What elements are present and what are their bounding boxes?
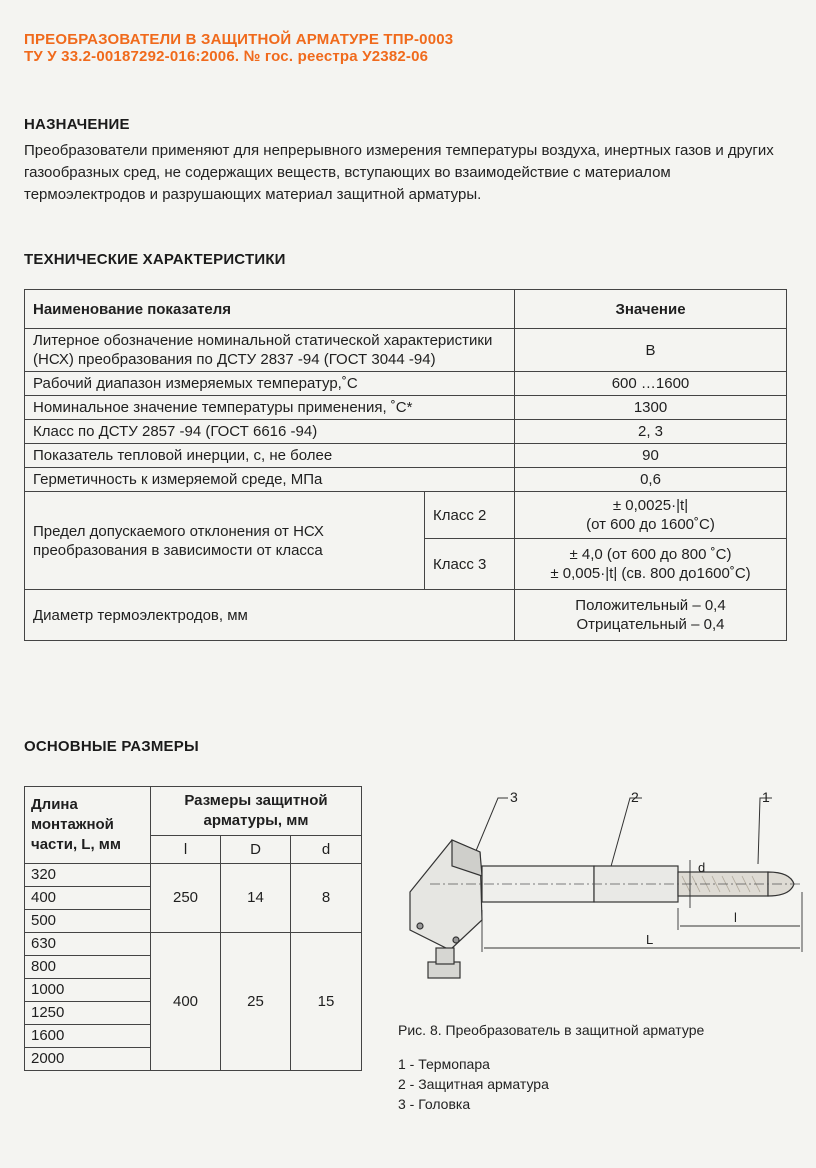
class-2-label: Класс 2 bbox=[425, 492, 515, 539]
legend-item: 1 - Термопара bbox=[398, 1056, 490, 1072]
table-row bbox=[25, 396, 787, 420]
table-row bbox=[25, 864, 362, 887]
param-name: Номинальное значение температуры применения, ˚С* bbox=[25, 396, 515, 420]
group2-d: 15 bbox=[291, 933, 362, 1071]
figure-caption: Рис. 8. Преобразователь в защитной арматуре bbox=[398, 1022, 705, 1038]
group2-l: 400 bbox=[151, 933, 221, 1071]
param-name: Рабочий диапазон измеряемых температур,˚С bbox=[25, 372, 515, 396]
length-value: 500 bbox=[25, 910, 151, 933]
param-value: 600 …1600 bbox=[515, 372, 787, 396]
purpose-text: Преобразователи применяют для непрерывного измерения температуры воздуха, инертных газов и других газообразных сред, не содержащих веществ, вступающих во взаимодействие с материалом термоэлектродов и разрушающих материал защитной арматуры. bbox=[24, 142, 774, 203]
param-name: Показатель тепловой инерции, с, не более bbox=[25, 444, 515, 468]
dims-header-row bbox=[25, 787, 362, 836]
callout-3: 3 bbox=[510, 789, 518, 805]
length-value: 630 bbox=[25, 933, 151, 956]
document-title bbox=[24, 31, 453, 65]
class-3-value bbox=[515, 539, 787, 590]
length-value: 1250 bbox=[25, 1002, 151, 1025]
length-value: 1600 bbox=[25, 1025, 151, 1048]
title-line-1: ПРЕОБРАЗОВАТЕЛИ В ЗАЩИТНОЙ АРМАТУРЕ ТПР-0003 bbox=[24, 31, 454, 48]
length-value: 400 bbox=[25, 887, 151, 910]
callout-2: 2 bbox=[631, 789, 639, 805]
class-2-value bbox=[515, 492, 787, 539]
class-3-label: Класс 3 bbox=[425, 539, 515, 590]
table-row bbox=[25, 420, 787, 444]
length-value: 800 bbox=[25, 956, 151, 979]
purpose-heading: НАЗНАЧЕНИЕ bbox=[24, 116, 130, 133]
armature-dims-header: Размеры защитной арматуры, мм bbox=[151, 787, 362, 836]
table-row bbox=[25, 329, 787, 372]
legend-item: 3 - Головка bbox=[398, 1096, 471, 1112]
length-value: 1000 bbox=[25, 979, 151, 1002]
tech-col-name-header: Наименование показателя bbox=[25, 290, 515, 329]
table-row bbox=[25, 468, 787, 492]
length-value: 320 bbox=[25, 864, 151, 887]
group1-D: 14 bbox=[221, 864, 291, 933]
tech-table bbox=[24, 289, 787, 641]
table-row bbox=[25, 492, 787, 539]
dims-table bbox=[24, 786, 362, 1071]
diameter-name: Диаметр термоэлектродов, мм bbox=[25, 590, 515, 641]
param-name: Герметичность к измеряемой среде, МПа bbox=[25, 468, 515, 492]
transducer-drawing bbox=[390, 780, 810, 1020]
dims-heading: ОСНОВНЫЕ РАЗМЕРЫ bbox=[24, 738, 199, 755]
tech-heading: ТЕХНИЧЕСКИЕ ХАРАКТЕРИСТИКИ bbox=[24, 251, 286, 268]
tech-header-row bbox=[25, 290, 787, 329]
param-value: 90 bbox=[515, 444, 787, 468]
diameter-value-line-2: Отрицательный – 0,4 bbox=[576, 616, 725, 633]
diameter-value-line-1: Положительный – 0,4 bbox=[575, 597, 726, 614]
param-name: Литерное обозначение номинальной статической характеристики (НСХ) преобразования по ДСТУ 2837 -94 (ГОСТ 3044 -94) bbox=[25, 329, 515, 372]
group1-l: 250 bbox=[151, 864, 221, 933]
param-value: 1300 bbox=[515, 396, 787, 420]
table-row bbox=[25, 590, 787, 641]
dim-label-l: l bbox=[734, 910, 737, 925]
table-row bbox=[25, 372, 787, 396]
diameter-value bbox=[515, 590, 787, 641]
sub-header-d: d bbox=[291, 836, 362, 864]
table-row bbox=[25, 444, 787, 468]
param-value: 2, 3 bbox=[515, 420, 787, 444]
figure-caption-block bbox=[398, 1020, 704, 1114]
table-row bbox=[25, 933, 362, 956]
class-3-value-line-1: ± 4,0 (от 600 до 800 ˚С) bbox=[569, 546, 732, 563]
tech-col-value-header: Значение bbox=[515, 290, 787, 329]
dim-label-L: L bbox=[646, 932, 654, 947]
group1-d: 8 bbox=[291, 864, 362, 933]
param-value: 0,6 bbox=[515, 468, 787, 492]
class-2-value-line-1: ± 0,0025·|t| bbox=[612, 497, 689, 514]
sub-header-l: l bbox=[151, 836, 221, 864]
param-name: Класс по ДСТУ 2857 -94 (ГОСТ 6616 -94) bbox=[25, 420, 515, 444]
class-3-value-line-2: ± 0,005·|t| (св. 800 до1600˚С) bbox=[550, 565, 751, 582]
length-value: 2000 bbox=[25, 1048, 151, 1071]
length-header: Длина монтажной части, L, мм bbox=[25, 787, 151, 864]
param-value: В bbox=[515, 329, 787, 372]
class-2-value-line-2: (от 600 до 1600˚С) bbox=[586, 516, 715, 533]
dim-label-d: d bbox=[698, 860, 706, 875]
callout-1: 1 bbox=[762, 789, 770, 805]
legend-item: 2 - Защитная арматура bbox=[398, 1076, 549, 1092]
sub-header-D: D bbox=[221, 836, 291, 864]
head-icon bbox=[410, 840, 482, 978]
group2-D: 25 bbox=[221, 933, 291, 1071]
tolerance-name: Предел допускаемого отклонения от НСХ преобразования в зависимости от класса bbox=[25, 492, 425, 590]
title-line-2: ТУ У 33.2-00187292-016:2006. № гос. реестра У2382-06 bbox=[24, 48, 429, 65]
